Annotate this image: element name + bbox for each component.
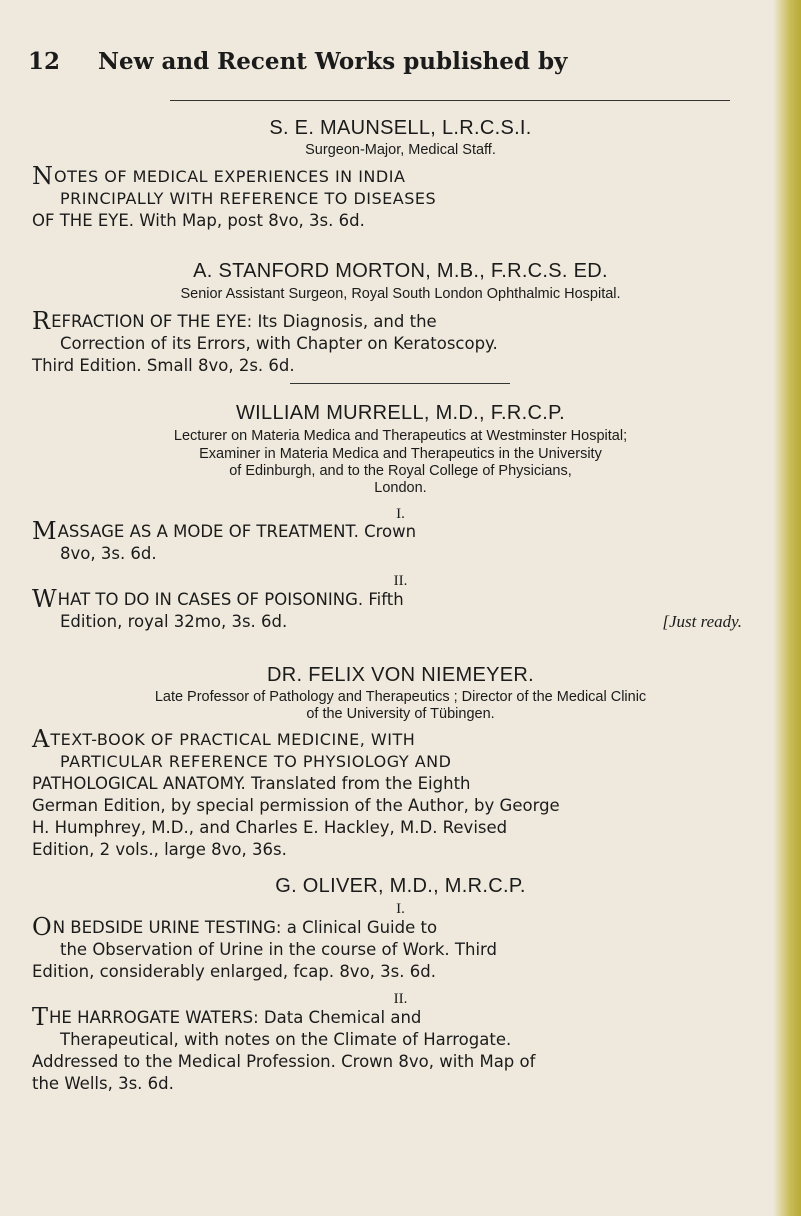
book-title-line: PRINCIPALLY WITH REFERENCE TO DISEASES: [60, 189, 437, 208]
author-name: DR. FELIX VON NIEMEYER.: [267, 664, 534, 686]
author-credentials: Examiner in Materia Medica and Therapeutics in the University: [199, 446, 602, 462]
work-numeral: I.: [396, 506, 405, 522]
author-credentials: of the University of Tübingen.: [306, 706, 495, 722]
book-details-line: Third Edition. Small 8vo, 2s. 6d.: [32, 356, 295, 375]
book-entry: [32, 725, 742, 861]
author-name: A. STANFORD MORTON, M.B., F.R.C.S. ED.: [193, 260, 608, 282]
book-details-line: German Edition, by special permission of the Author, by George: [32, 796, 560, 815]
drop-initial: A: [32, 725, 50, 753]
book-title-line: OTES OF MEDICAL EXPERIENCES IN INDIA: [54, 167, 406, 186]
book-title-line: TEXT-BOOK OF PRACTICAL MEDICINE, WITH: [50, 730, 416, 749]
book-entry: [32, 913, 742, 983]
book-details-line: 8vo, 3s. 6d.: [60, 544, 157, 563]
section-divider: [290, 383, 510, 384]
publication-note: [Just ready.: [662, 612, 742, 631]
book-details-line: Edition, royal 32mo, 3s. 6d.: [60, 612, 288, 631]
author-name: G. OLIVER, M.D., M.R.C.P.: [275, 875, 526, 897]
author-credentials: London.: [374, 480, 427, 496]
author-credentials: Late Professor of Pathology and Therapeutics ; Director of the Medical Clinic: [154, 689, 647, 705]
drop-initial: O: [32, 913, 52, 941]
author-name: S. E. MAUNSELL, L.R.C.S.I.: [269, 117, 532, 139]
book-entry: [32, 162, 742, 232]
book-details-line: Edition, considerably enlarged, fcap. 8vo, 3s. 6d.: [32, 962, 436, 981]
book-details-line: H. Humphrey, M.D., and Charles E. Hackley, M.D. Revised: [32, 818, 508, 837]
drop-initial: M: [32, 517, 57, 545]
book-entry: [32, 517, 742, 565]
drop-initial: N: [32, 162, 53, 190]
work-numeral: II.: [393, 573, 408, 589]
book-details-line: the Wells, 3s. 6d.: [32, 1074, 174, 1093]
author-credentials: Surgeon-Major, Medical Staff.: [305, 142, 496, 158]
book-title-line: N BEDSIDE URINE TESTING: a Clinical Guide to: [52, 918, 438, 937]
author-name: WILLIAM MURRELL, M.D., F.R.C.P.: [236, 402, 565, 424]
book-details-line: Correction of its Errors, with Chapter on Keratoscopy.: [60, 334, 498, 353]
book-details-line: Therapeutical, with notes on the Climate of Harrogate.: [60, 1030, 512, 1049]
book-title-line: HE HARROGATE WATERS: Data Chemical and: [49, 1008, 422, 1027]
page-number: 12: [28, 48, 61, 75]
book-title-line: ASSAGE AS A MODE OF TREATMENT. Crown: [57, 522, 417, 541]
page-edge: [773, 0, 801, 1216]
book-entry: [32, 585, 742, 633]
author-credentials: Senior Assistant Surgeon, Royal South London Ophthalmic Hospital.: [180, 286, 621, 302]
drop-initial: R: [32, 307, 51, 335]
drop-initial: W: [32, 585, 57, 613]
book-details-line: the Observation of Urine in the course of Work. Third: [60, 940, 498, 959]
book-entry: [32, 1003, 742, 1095]
author-credentials: Lecturer on Materia Medica and Therapeutics at Westminster Hospital;: [173, 428, 628, 444]
book-title-line: EFRACTION OF THE EYE: Its Diagnosis, and the: [51, 312, 437, 331]
book-details-line: Addressed to the Medical Profession. Crown 8vo, with Map of: [32, 1052, 536, 1071]
book-details-line: PATHOLOGICAL ANATOMY. Translated from the Eighth: [32, 774, 471, 793]
header-title: New and Recent Works published by: [98, 48, 568, 75]
drop-initial: T: [32, 1003, 49, 1031]
running-header: [28, 48, 748, 75]
author-credentials: of Edinburgh, and to the Royal College of Physicians,: [229, 463, 572, 479]
header-rule: [170, 100, 730, 101]
book-entry: [32, 307, 742, 377]
book-title-line: PARTICULAR REFERENCE TO PHYSIOLOGY AND: [60, 752, 452, 771]
book-details-line: OF THE EYE. With Map, post 8vo, 3s. 6d.: [32, 211, 365, 230]
work-numeral: II.: [393, 991, 408, 1007]
book-title-line: HAT TO DO IN CASES OF POISONING. Fifth: [57, 590, 404, 609]
book-details-line: Edition, 2 vols., large 8vo, 36s.: [32, 840, 287, 859]
work-numeral: I.: [396, 901, 405, 917]
